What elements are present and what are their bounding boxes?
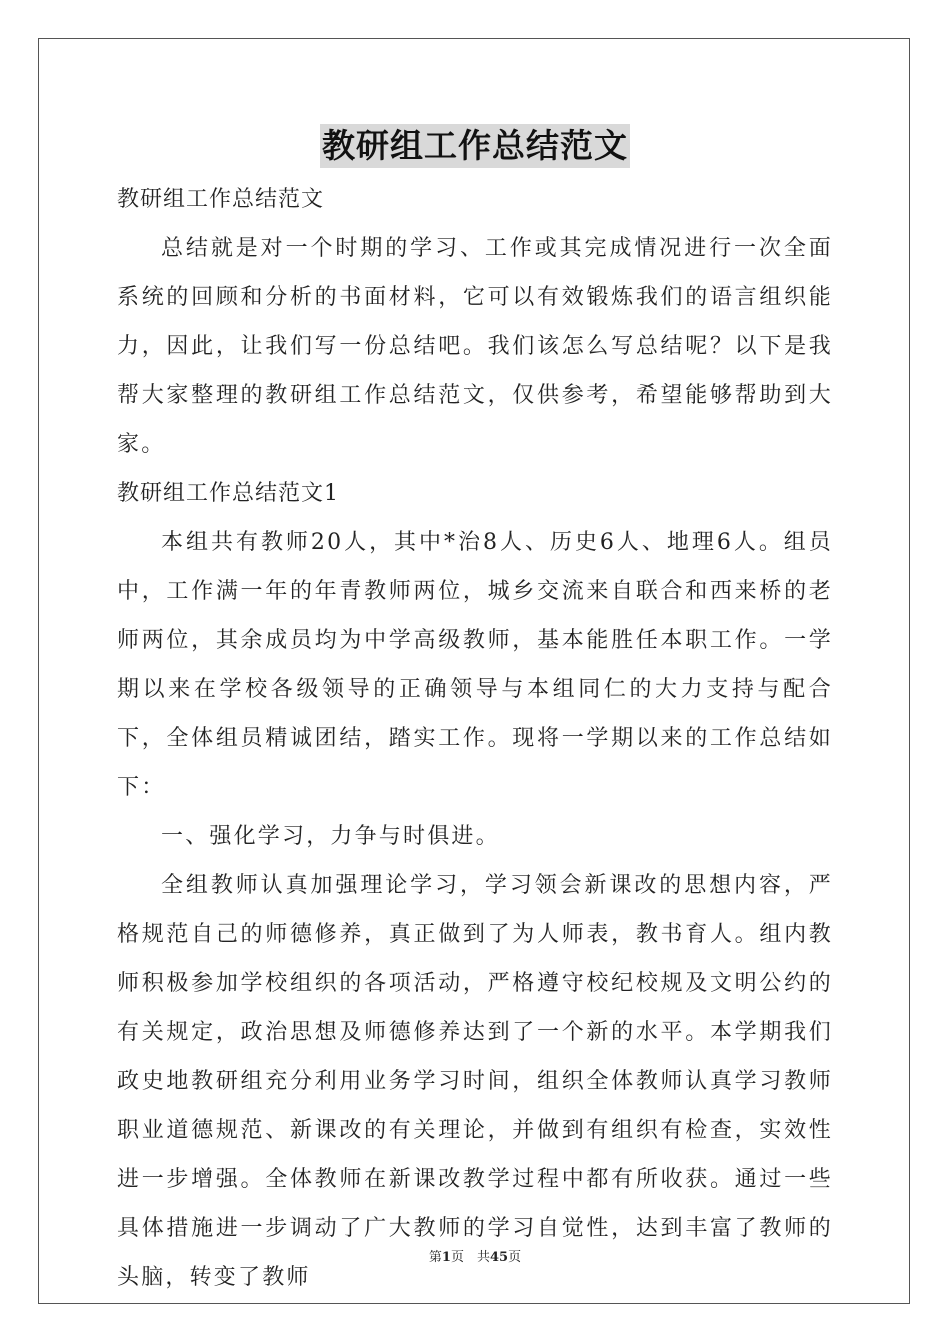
- title-wrap: [0, 124, 950, 168]
- page-footer: [0, 1246, 950, 1265]
- document-title: 教研组工作总结范文: [320, 124, 630, 168]
- footer-page-prefix: 第: [428, 1250, 442, 1265]
- intro-paragraph: 总结就是对一个时期的学习、工作或其完成情况进行一次全面系统的回顾和分析的书面材料，它可以有效锻炼我们的语言组织能力，因此，让我们写一份总结吧。我们该怎么写总结呢？以下是我帮大家整理的教研组工作总结范文，仅供参考，希望能够帮助到大家。: [117, 236, 833, 457]
- footer-page-current: 1: [441, 1250, 451, 1265]
- section-point-1: 一、强化学习，力争与时俱进。: [161, 824, 500, 849]
- footer-page-total: 45: [489, 1250, 509, 1265]
- footer-page-mid: 页 共: [450, 1250, 490, 1265]
- section-heading: 教研组工作总结范文1: [117, 481, 339, 506]
- document-body: [117, 175, 833, 1302]
- section-paragraph-1: 本组共有教师20人，其中*治8人、历史6人、地理6人。组员中，工作满一年的年青教师两位，城乡交流来自联合和西来桥的老师两位，其余成员均为中学高级教师，基本能胜任本职工作。一学期以来在学校各级领导的正确领导与本组同仁的大力支持与配合下，全体组员精诚团结，踏实工作。现将一学期以来的工作总结如下：: [117, 530, 833, 800]
- footer-page-suffix: 页: [508, 1250, 522, 1265]
- section-paragraph-2: 全组教师认真加强理论学习，学习领会新课改的思想内容，严格规范自己的师德修养，真正做到了为人师表，教书育人。组内教师积极参加学校组织的各项活动，严格遵守校纪校规及文明公约的有关规定，政治思想及师德修养达到了一个新的水平。本学期我们政史地教研组充分利用业务学习时间，组织全体教师认真学习教师职业道德规范、新课改的有关理论，并做到有组织有检查，实效性进一步增强。全体教师在新课改教学过程中都有所收获。通过一些具体措施进一步调动了广大教师的学习自觉性，达到丰富了教师的头脑，转变了教师: [117, 873, 833, 1290]
- document-subtitle: 教研组工作总结范文: [117, 187, 325, 212]
